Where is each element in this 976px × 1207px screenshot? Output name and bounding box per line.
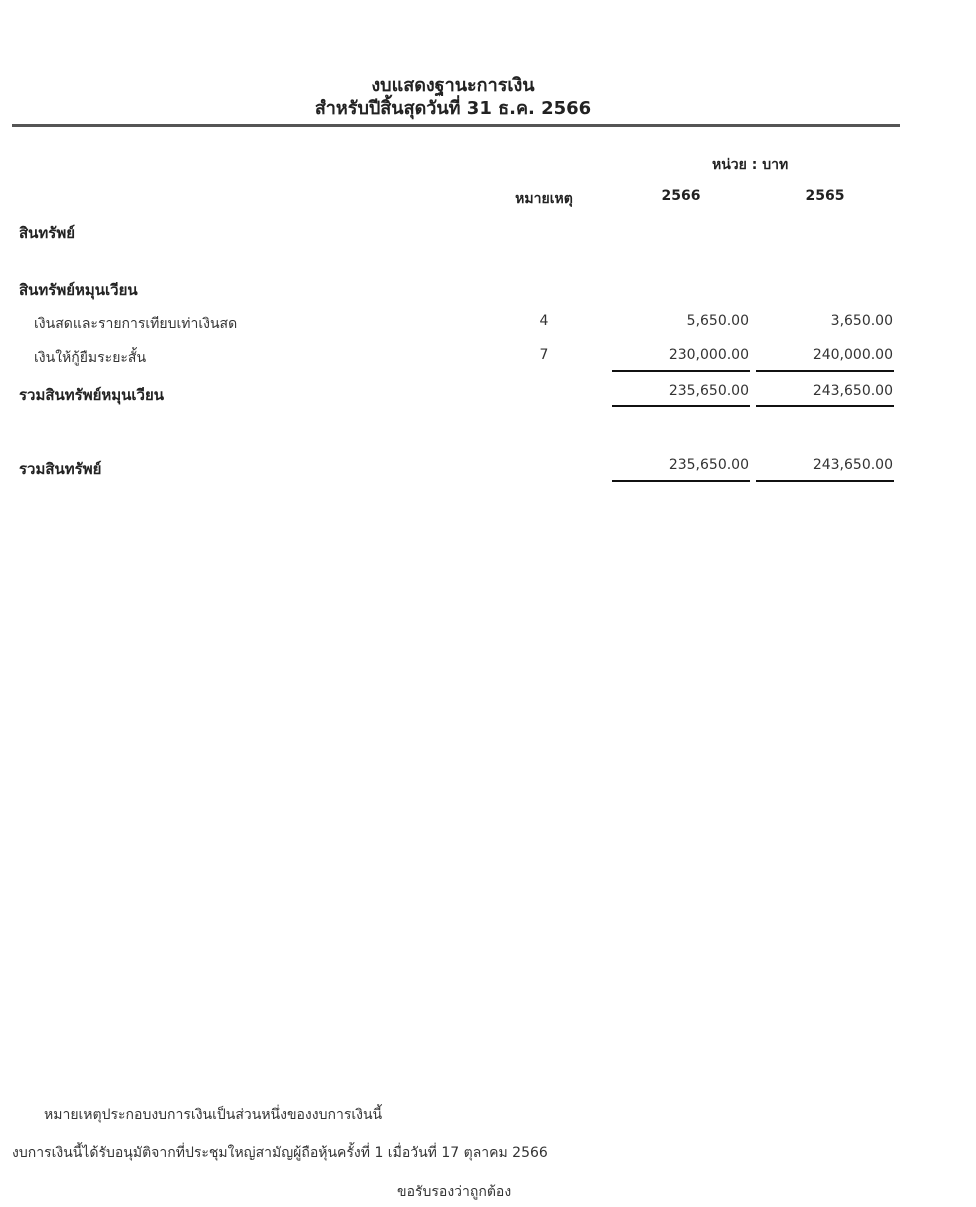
unit-label: หน่วย : บาท	[712, 157, 789, 173]
row-value-2565: 3,650.00	[830, 313, 893, 329]
column-header-note: หมายเหตุ	[515, 191, 573, 207]
total-current-assets-2565: 243,650.00	[812, 383, 893, 399]
total-assets-2565: 243,650.00	[812, 457, 893, 473]
row-value-2565: 240,000.00	[812, 347, 893, 363]
row-note: 4	[539, 313, 549, 329]
total-assets-2566: 235,650.00	[668, 457, 749, 473]
current-assets-heading: สินทรัพย์หมุนเวียน	[19, 281, 138, 299]
row-label: เงินให้กู้ยืมระยะสั้น	[34, 350, 147, 366]
footer-notes-statement: หมายเหตุประกอบงบการเงินเป็นส่วนหนึ่งของงบการเงินนี้	[44, 1107, 383, 1123]
grand-total-rule-2566	[612, 480, 750, 482]
page-subtitle: สำหรับปีสิ้นสุดวันที่ 31 ธ.ค. 2566	[314, 98, 592, 119]
footer-certification: ขอรับรองว่าถูกต้อง	[397, 1184, 512, 1200]
subtotal-rule-2566	[612, 370, 750, 372]
total-current-assets-label: รวมสินทรัพย์หมุนเวียน	[19, 386, 165, 404]
assets-heading: สินทรัพย์	[19, 224, 76, 242]
row-note: 7	[539, 347, 549, 363]
grand-total-rule-2565	[756, 480, 894, 482]
column-header-2565: 2565	[805, 188, 845, 204]
total-rule-2566	[612, 405, 750, 407]
subtotal-rule-2565	[756, 370, 894, 372]
total-assets-label: รวมสินทรัพย์	[19, 460, 102, 478]
total-current-assets-2566: 235,650.00	[668, 383, 749, 399]
column-header-2566: 2566	[661, 188, 701, 204]
footer-approval-statement: งบการเงินนี้ได้รับอนุมัติจากที่ประชุมใหญ่สามัญผู้ถือหุ้นครั้งที่ 1 เมื่อวันที่ 17 ตุลาคม 2566	[12, 1145, 548, 1161]
total-rule-2565	[756, 405, 894, 407]
page-title: งบแสดงฐานะการเงิน	[371, 75, 535, 96]
row-value-2566: 5,650.00	[686, 313, 749, 329]
row-value-2566: 230,000.00	[668, 347, 749, 363]
title-divider	[12, 124, 900, 127]
row-label: เงินสดและรายการเทียบเท่าเงินสด	[34, 316, 238, 332]
